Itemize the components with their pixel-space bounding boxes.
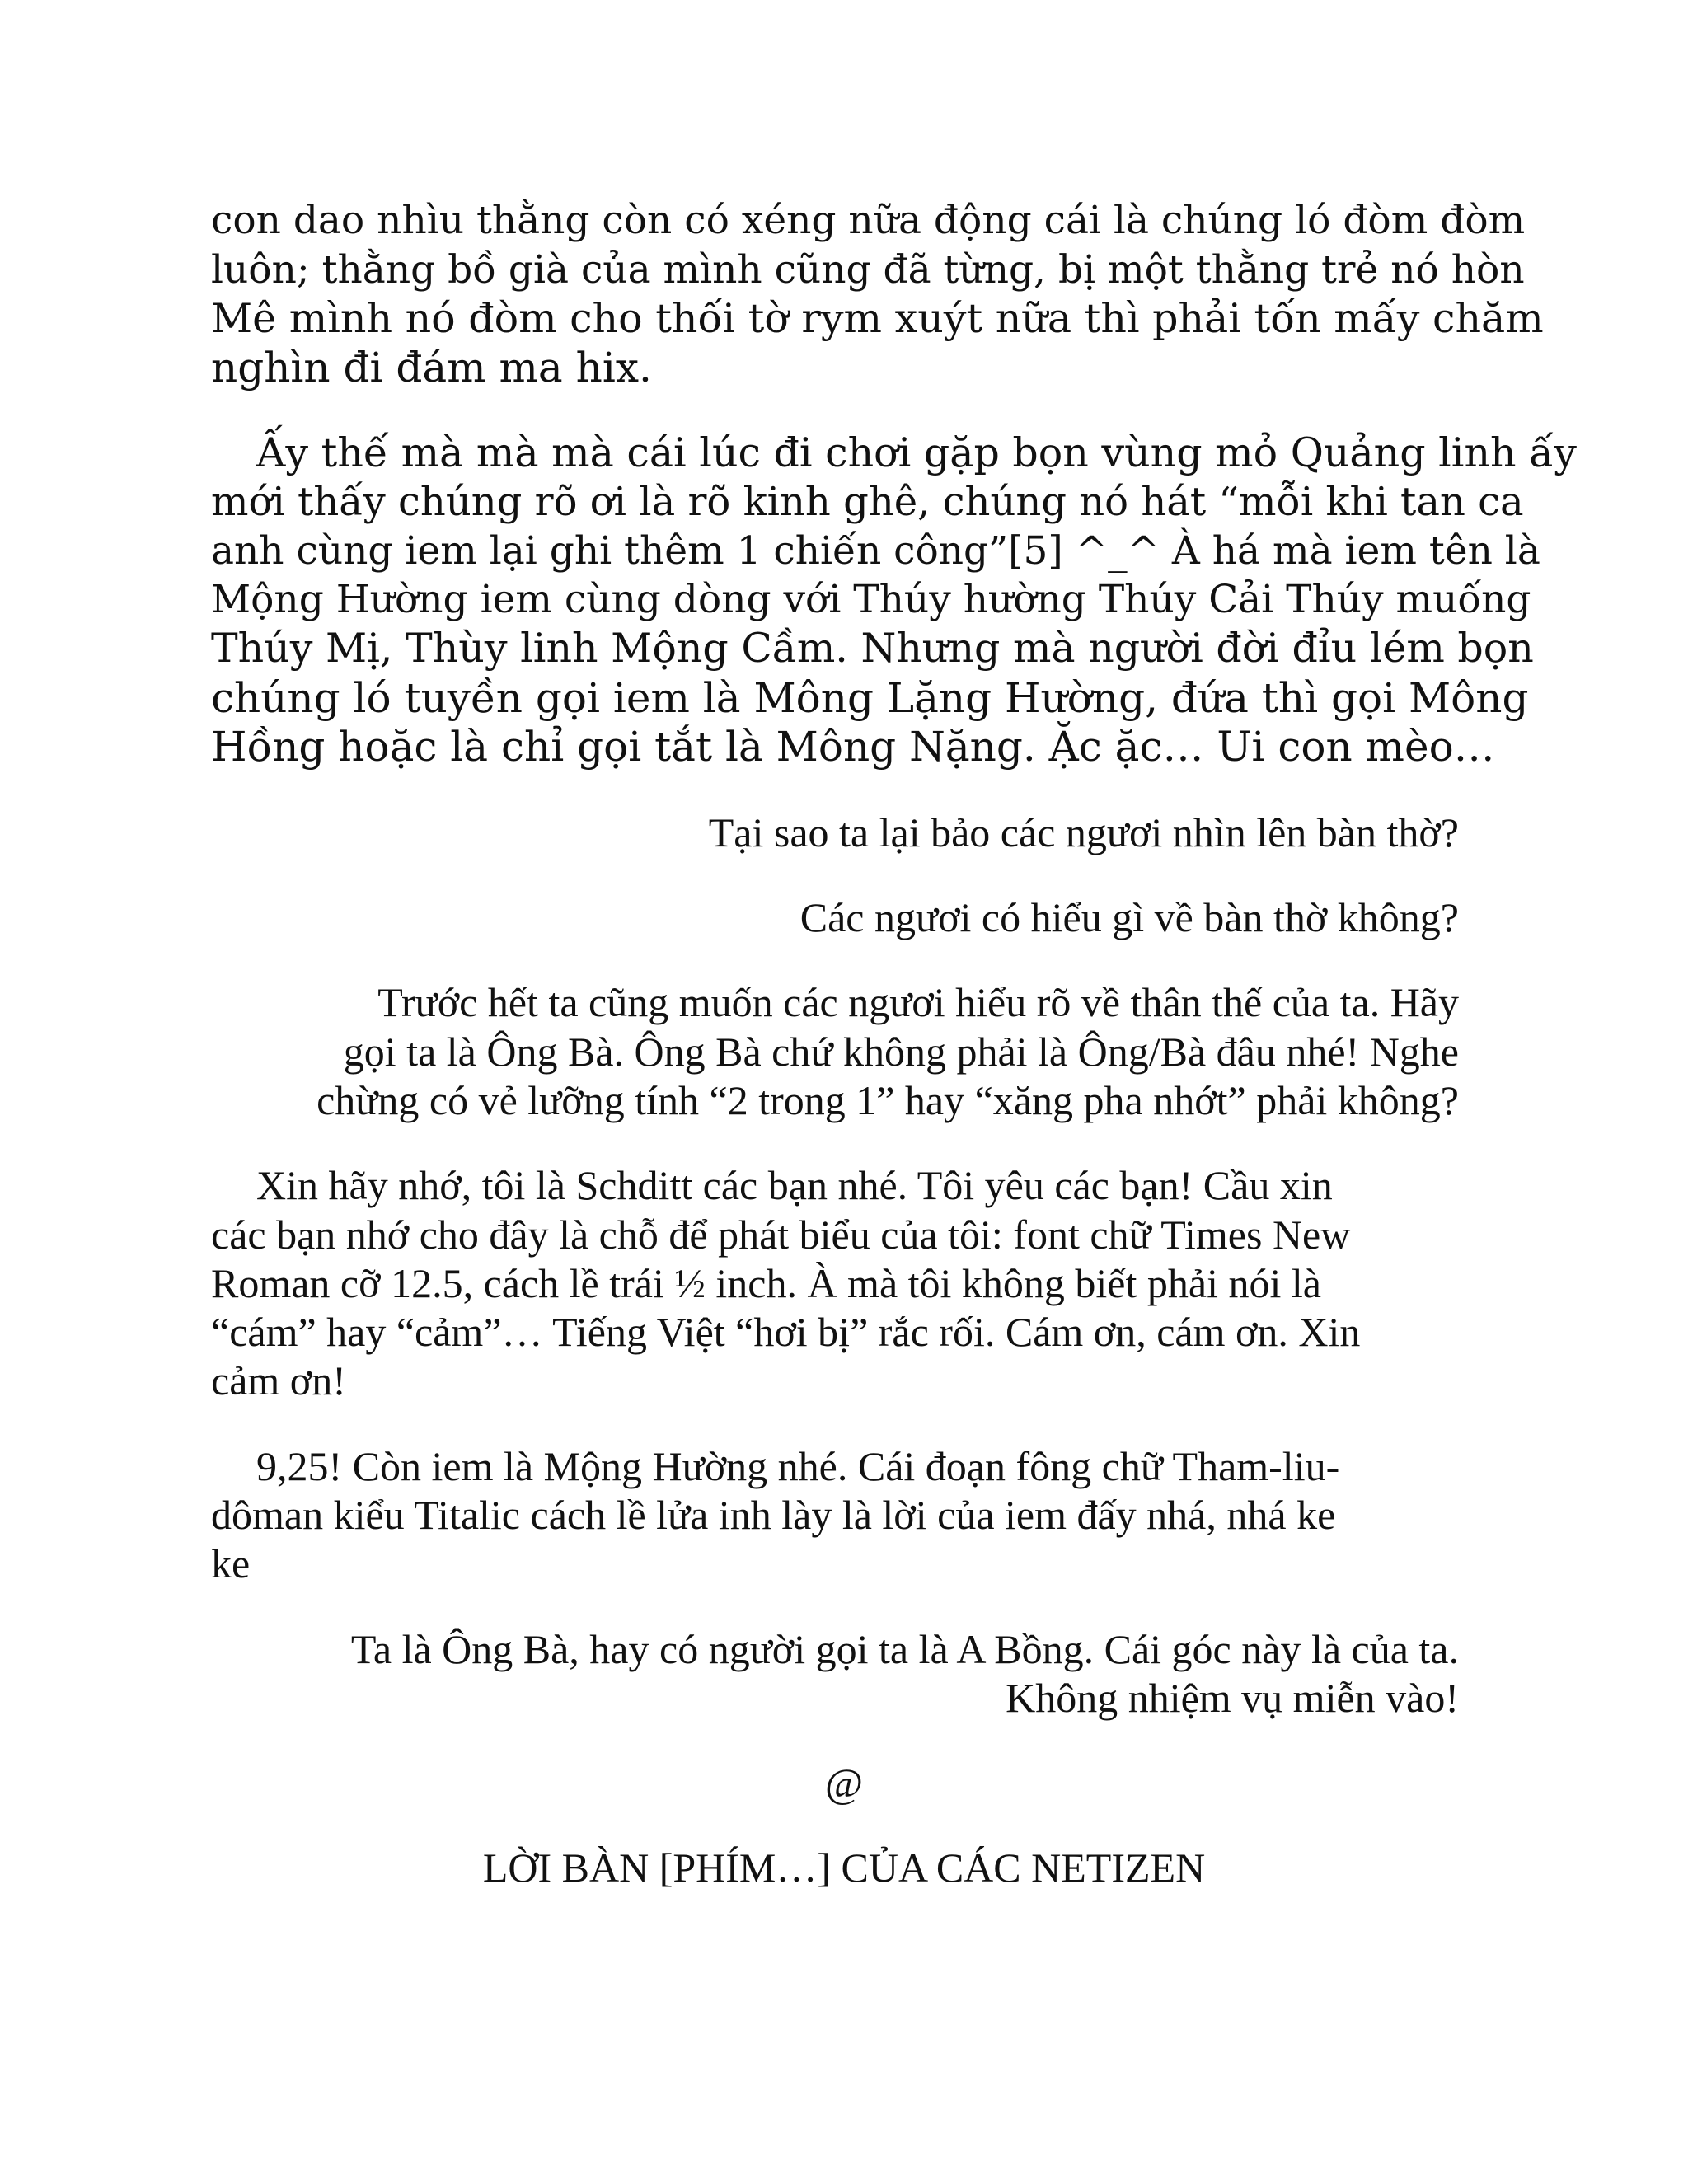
text-line: Ta là Ông Bà, hay có người gọi ta là A Bồng. Cái góc này là của ta. (350, 1626, 1459, 1672)
text-line: gọi ta là Ông Bà. Ông Bà chứ không phải là Ông/Bà đâu nhé! Nghe (343, 1029, 1459, 1075)
text-line: cảm ơn! (211, 1357, 346, 1404)
text-line: con dao nhìu thằng còn có xéng nữa động cái là chúng ló đòm đòm (211, 198, 1526, 243)
text-line: Xin hãy nhớ, tôi là Schditt các bạn nhé. Tôi yêu các bạn! Cầu xin (256, 1162, 1333, 1208)
text-line: “cám” hay “cảm”… Tiếng Việt “hơi bị” rắc rối. Cám ơn, cám ơn. Xin (211, 1309, 1361, 1355)
text-line: Thúy Mị, Thùy linh Mộng Cầm. Nhưng mà người đời đỉu lém bọn (211, 625, 1534, 672)
text-line: các bạn nhớ cho đây là chỗ để phát biểu của tôi: font chữ Times New (211, 1212, 1351, 1258)
text-line: Không nhiệm vụ miễn vào! (1006, 1675, 1459, 1721)
text-line: chúng ló tuyền gọi iem là Mông Lặng Hường, đứa thì gọi Mông (211, 674, 1529, 722)
text-line: chừng có vẻ lưỡng tính “2 trong 1” hay “xăng pha nhớt” phải không? (316, 1077, 1459, 1123)
text-line: Ấy thế mà mà mà cái lúc đi chơi gặp bọn vùng mỏ Quảng linh ấy (256, 429, 1577, 476)
text-line: Tại sao ta lại bảo các ngươi nhìn lên bàn thờ? (708, 809, 1459, 855)
text-line: Mê mình nó đòm cho thối tờ rym xuýt nữa thì phải tốn mấy chăm (211, 295, 1544, 342)
section-separator: @ (824, 1760, 864, 1806)
text-line: luôn; thằng bồ già của mình cũng đã từng, bị một thằng trẻ nó hòn (211, 247, 1525, 293)
text-line: ke (211, 1540, 251, 1586)
text-line: anh cùng iem lại ghi thêm 1 chiến công”[5] ^_^ À há mà iem tên là (211, 528, 1540, 574)
text-line: nghìn đi đám ma hix. (211, 344, 652, 391)
text-line: Các ngươi có hiểu gì về bàn thờ không? (799, 894, 1459, 940)
section-heading: LỜI BÀN [PHÍM…] CỦA CÁC NETIZEN (482, 1844, 1206, 1891)
text-line: 9,25! Còn iem là Mộng Hường nhé. Cái đoạn fông chữ Tham-liu- (256, 1443, 1340, 1489)
text-line: Hồng hoặc là chỉ gọi tắt là Mông Nặng. Ặc ặc… Ui con mèo… (211, 723, 1495, 771)
text-line: Trước hết ta cũng muốn các ngươi hiểu rõ về thân thế của ta. Hãy (377, 979, 1459, 1025)
text-line: Roman cỡ 12.5, cách lề trái ½ inch. À mà tôi không biết phải nói là (211, 1260, 1321, 1306)
text-line: Mộng Hường iem cùng dòng với Thúy hường Thúy Cải Thúy muống (211, 577, 1531, 622)
text-line: mới thấy chúng rõ ơi là rõ kinh ghê, chúng nó hát “mỗi khi tan ca (211, 479, 1524, 525)
text-line: dôman kiểu Titalic cách lề lửa inh lày là lời của iem đấy nhá, nhá ke (211, 1492, 1336, 1538)
